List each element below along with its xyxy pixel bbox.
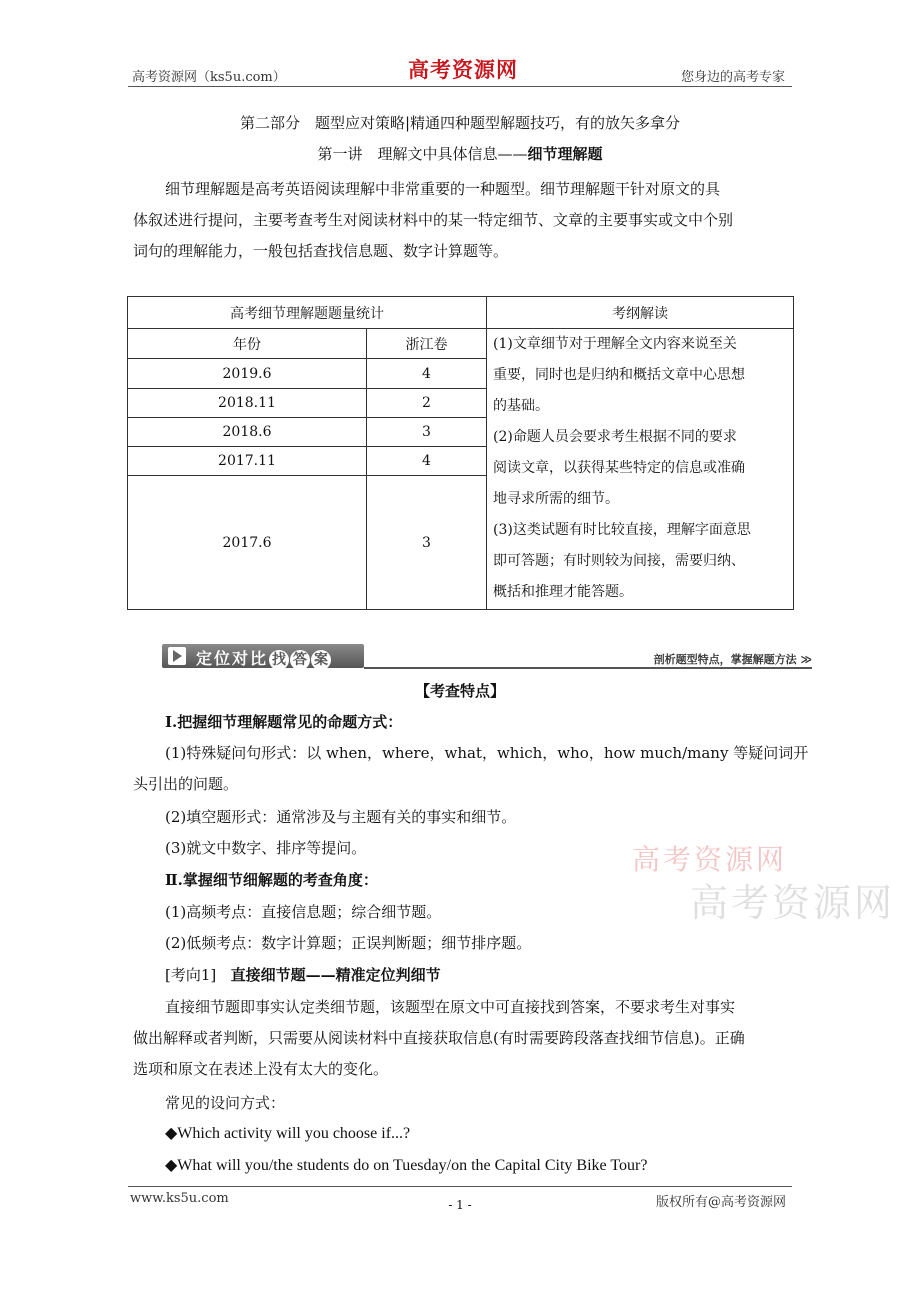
footer-copyright: 版权所有@高考资源网	[655, 1195, 786, 1210]
analysis-line: (1)文章细节对于理解全文内容来说至关	[493, 336, 737, 352]
body-line: (2)填空题形式：通常涉及与主题有关的事实和细节。	[165, 808, 517, 826]
analysis-line: 的基础。	[493, 398, 549, 414]
body-line: (2)低频考点：数字计算题；正误判断题；细节排序题。	[165, 934, 532, 952]
analysis-line: 地寻求所需的细节。	[493, 491, 619, 507]
banner-subtitle: 剖析题型特点，掌握解题方法 ≫	[653, 653, 812, 666]
col-year: 年份	[128, 329, 367, 359]
body-line: (1)高频考点：直接信息题；综合细节题。	[165, 903, 442, 921]
table-head-stats: 高考细节理解题题量统计	[128, 297, 487, 329]
kaoxiang-title: 直接细节题——精准定位判细节	[230, 966, 441, 984]
stats-table	[127, 296, 794, 610]
kaoxiang-tag: [考向1]	[165, 966, 217, 984]
count-cell: 3	[367, 476, 487, 610]
count-cell: 4	[367, 447, 487, 476]
count-cell: 4	[367, 359, 487, 389]
banner-char: 答	[290, 650, 310, 670]
analysis-line: 概括和推理才能答题。	[493, 584, 633, 600]
analysis-line: 即可答题；有时则较为间接，需要归纳、	[493, 553, 745, 569]
heading-II: Ⅱ.掌握细节细解题的考查角度：	[165, 871, 378, 889]
analysis-line: (3)这类试题有时比较直接，理解字面意思	[493, 522, 751, 538]
kaoxiang-heading	[165, 964, 441, 985]
direct-line: 做出解释或者判断，只需要从阅读材料中直接获取信息(有时需要跨段落查找细节信息)。正确	[133, 1029, 745, 1047]
body-line: (3)就文中数字、排序等提问。	[165, 839, 367, 857]
analysis-line: 阅读文章，以获得某些特定的信息或准确	[493, 460, 745, 476]
body-line: 头引出的问题。	[133, 775, 239, 793]
intro-line-3: 词句的理解能力，一般包括查找信息题、数字计算题等。	[133, 242, 509, 260]
year-cell: 2018.6	[128, 418, 367, 447]
header-divider	[128, 86, 792, 87]
exam-feature-title: 【考查特点】	[414, 682, 505, 700]
table-head-analysis: 考纲解读	[487, 297, 794, 329]
col-province: 浙江卷	[367, 329, 487, 359]
question-item: ◆Which activity will you choose if...?	[165, 1125, 411, 1142]
play-icon	[168, 647, 186, 665]
lecture-topic: 细节理解题	[527, 145, 603, 163]
body-line: (1)特殊疑问句形式：以 when，where，what，which，who，how much/many 等疑问词开	[165, 744, 809, 762]
header-logo: 高考资源网	[408, 57, 518, 82]
page-number: - 1 -	[448, 1198, 472, 1212]
year-cell: 2018.11	[128, 389, 367, 418]
banner-title	[196, 646, 331, 670]
section-title: 第二部分 题型应对策略|精通四种题型解题技巧，有的放矢多拿分	[239, 114, 681, 132]
banner-char: 案	[311, 650, 331, 670]
intro-line-1: 细节理解题是高考英语阅读理解中非常重要的一种题型。细节理解题干针对原文的具	[165, 180, 721, 198]
lecture-title	[0, 143, 920, 164]
analysis-line: (2)命题人员会要求考生根据不同的要求	[493, 429, 737, 445]
direct-line: 选项和原文在表述上没有太大的变化。	[133, 1060, 389, 1078]
footer-divider	[128, 1186, 792, 1187]
watermark-gray: 高考资源网	[690, 881, 896, 925]
banner-rule	[364, 667, 812, 669]
common-ask: 常见的设问方式：	[165, 1094, 286, 1112]
year-cell: 2017.11	[128, 447, 367, 476]
header-site: 高考资源网（ks5u.com）	[132, 70, 286, 85]
year-cell: 2017.6	[128, 476, 367, 610]
banner-char: 找	[269, 650, 289, 670]
direct-line: 直接细节题即事实认定类细节题，该题型在原文中可直接找到答案，不要求考生对事实	[165, 998, 736, 1016]
question-item: ◆What will you/the students do on Tuesday/on the Capital City Bike Tour?	[165, 1157, 648, 1174]
header-slogan: 您身边的高考专家	[680, 70, 785, 85]
count-cell: 2	[367, 389, 487, 418]
watermark-red: 高考资源网	[632, 843, 788, 876]
count-cell: 3	[367, 418, 487, 447]
banner-label: 定位对比	[196, 649, 269, 668]
intro-line-2: 体叙述进行提问，主要考查考生对阅读材料中的某一特定细节、文章的主要事实或文中个别	[133, 211, 734, 229]
analysis-cell	[487, 329, 794, 610]
footer-url: www.ks5u.com	[130, 1191, 229, 1206]
lecture-prefix: 第一讲 理解文中具体信息——	[317, 145, 528, 163]
analysis-line: 重要，同时也是归纳和概括文章中心思想	[493, 367, 745, 383]
heading-I: Ⅰ.把握细节理解题常见的命题方式：	[165, 713, 403, 731]
year-cell: 2019.6	[128, 359, 367, 389]
